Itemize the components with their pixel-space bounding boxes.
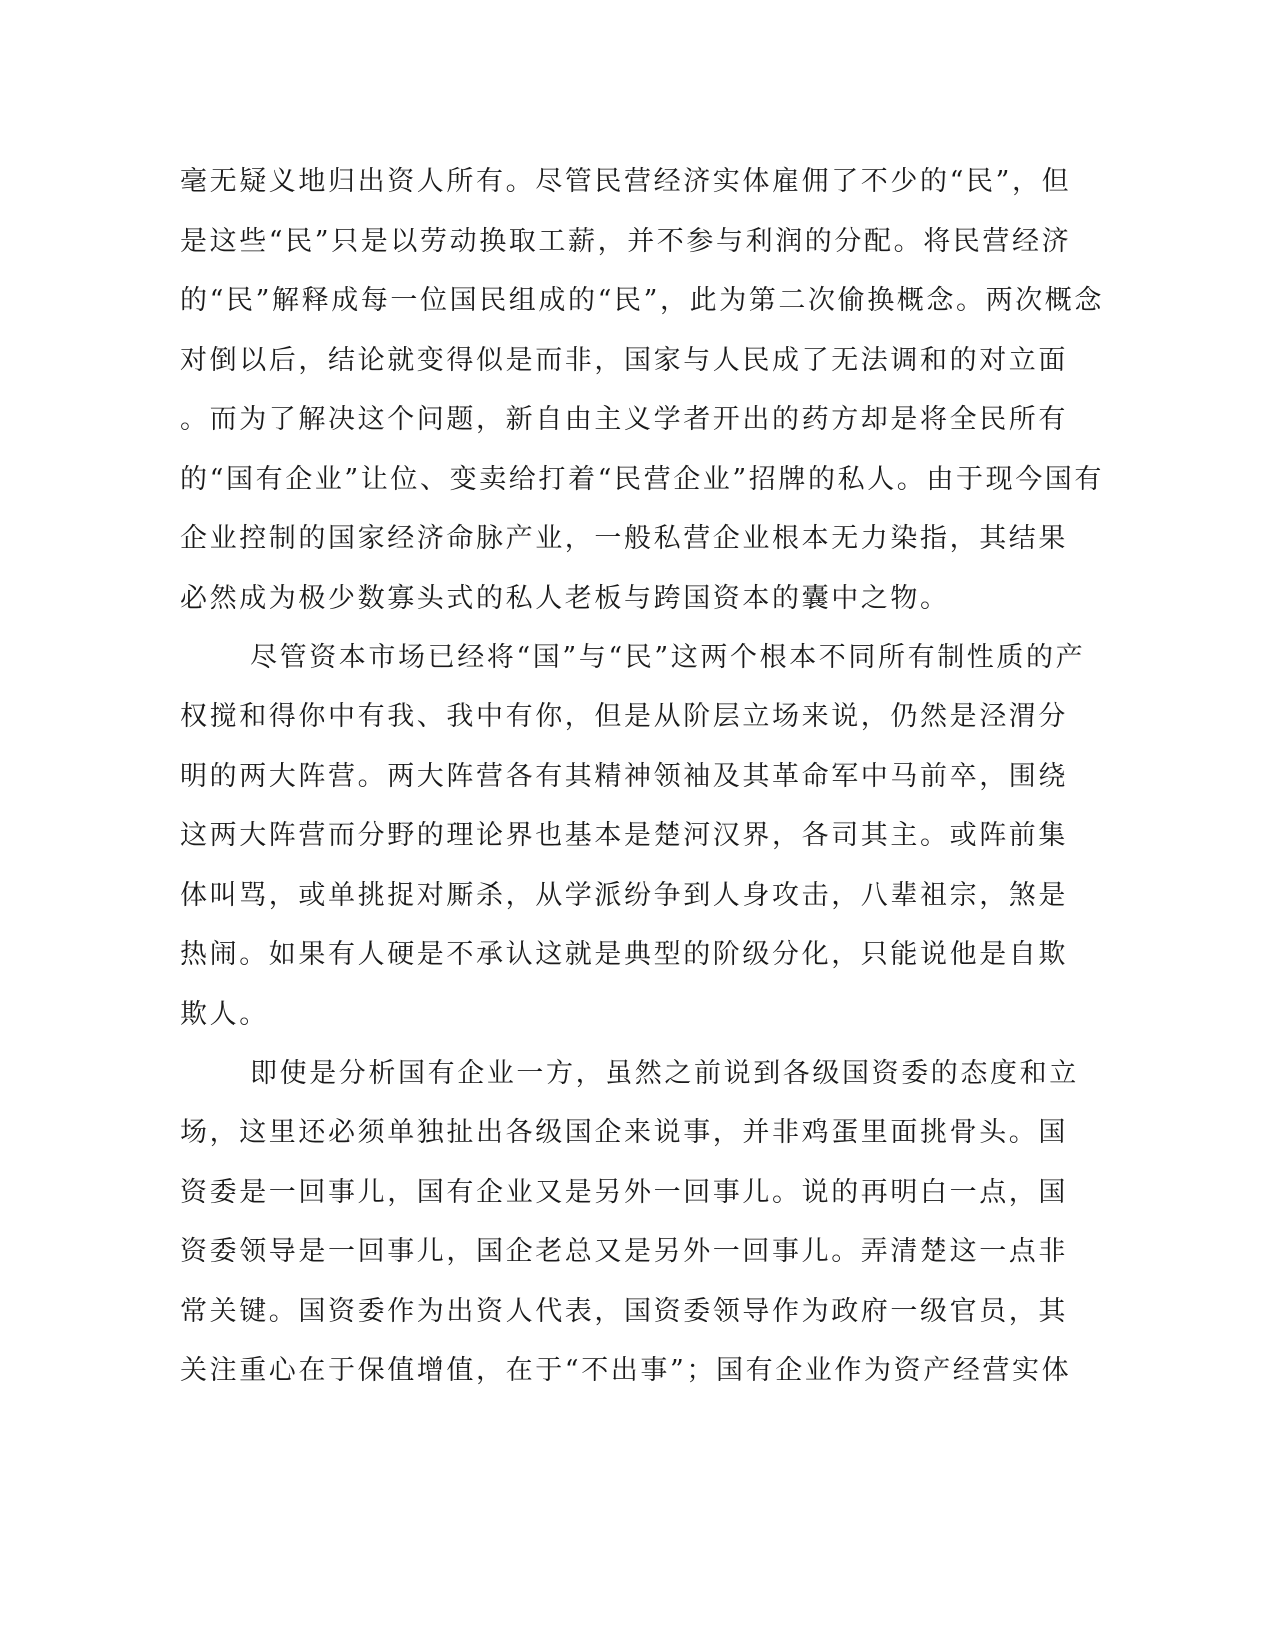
- text-line: 场，这里还必须单独扯出各级国企来说事，并非鸡蛋里面挑骨头。国: [180, 1117, 1068, 1148]
- text-line: 体叫骂，或单挑捉对厮杀，从学派纷争到人身攻击，八辈祖宗，煞是: [180, 880, 1068, 911]
- text-line: 尽管资本市场已经将“国”与“民”这两个根本不同所有制性质的产: [250, 642, 1086, 673]
- text-line: 常关键。国资委作为出资人代表，国资委领导作为政府一级官员，其: [180, 1296, 1068, 1327]
- text-line: 对倒以后，结论就变得似是而非，国家与人民成了无法调和的对立面: [180, 345, 1068, 376]
- text-line: 热闹。如果有人硬是不承认这就是典型的阶级分化，只能说他是自欺: [180, 939, 1068, 970]
- text-line: 明的两大阵营。两大阵营各有其精神领袖及其革命军中马前卒，围绕: [180, 761, 1068, 792]
- text-line: 的“国有企业”让位、变卖给打着“民营企业”招牌的私人。由于现今国有: [180, 464, 1105, 495]
- text-line: 企业控制的国家经济命脉产业，一般私营企业根本无力染指，其结果: [180, 523, 1068, 554]
- text-line: 必然成为极少数寡头式的私人老板与跨国资本的囊中之物。: [180, 583, 950, 614]
- text-line: 权搅和得你中有我、我中有你，但是从阶层立场来说，仍然是泾渭分: [180, 701, 1068, 732]
- text-line: 的“民”解释成每一位国民组成的“民”，此为第二次偷换概念。两次概念: [180, 285, 1105, 316]
- text-line: 资委领导是一回事儿，国企老总又是另外一回事儿。弄清楚这一点非: [180, 1236, 1068, 1267]
- text-line: 是这些“民”只是以劳动换取工薪，并不参与利润的分配。将民营经济: [180, 226, 1072, 257]
- text-line: 资委是一回事儿，国有企业又是另外一回事儿。说的再明白一点，国: [180, 1177, 1068, 1208]
- text-line: 即使是分析国有企业一方，虽然之前说到各级国资委的态度和立: [250, 1058, 1079, 1089]
- text-line: 关注重心在于保值增值，在于“不出事”；国有企业作为资产经营实体: [180, 1355, 1072, 1386]
- text-line: 这两大阵营而分野的理论界也基本是楚河汉界，各司其主。或阵前集: [180, 820, 1068, 851]
- text-line: 毫无疑义地归出资人所有。尽管民营经济实体雇佣了不少的“民”，但: [180, 166, 1072, 197]
- text-line: 。而为了解决这个问题，新自由主义学者开出的药方却是将全民所有: [180, 404, 1068, 435]
- text-line: 欺人。: [180, 999, 269, 1030]
